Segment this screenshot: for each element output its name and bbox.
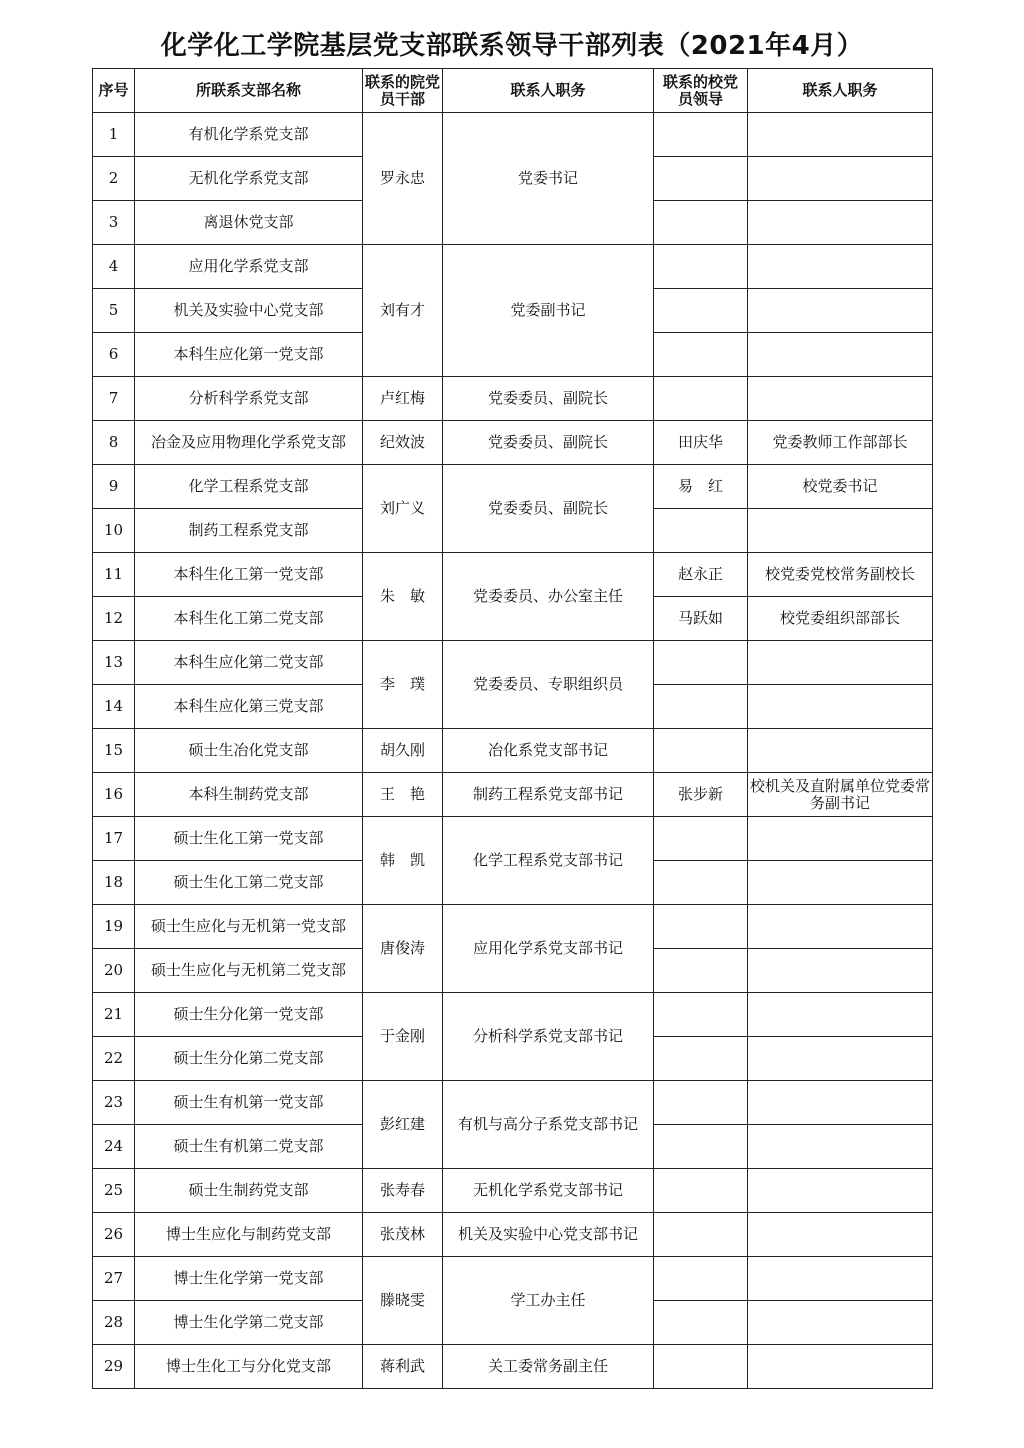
page-title: 化学化工学院基层党支部联系领导干部列表（2021年4月）: [160, 31, 864, 61]
branch-name: 冶金及应用物理化学系党支部: [135, 421, 363, 465]
leader-name: [654, 1037, 748, 1081]
branch-name: 应用化学系党支部: [135, 245, 363, 289]
leader-post: [748, 333, 933, 377]
branch-name: 本科生应化第三党支部: [135, 685, 363, 729]
leader-post: 党委教师工作部部长: [748, 421, 933, 465]
header-branch: 所联系支部名称: [135, 69, 363, 113]
leader-name: [654, 817, 748, 861]
leader-post: 校机关及直附属单位党委常务副书记: [748, 773, 933, 817]
cadre-post: 无机化学系党支部书记: [443, 1169, 654, 1213]
branch-name: 本科生应化第一党支部: [135, 333, 363, 377]
branch-name: 博士生应化与制药党支部: [135, 1213, 363, 1257]
leader-post: [748, 993, 933, 1037]
row-number: 25: [93, 1169, 135, 1213]
table-row: [93, 1257, 933, 1301]
row-number: 24: [93, 1125, 135, 1169]
leader-name: 田庆华: [654, 421, 748, 465]
table-header-row: [93, 69, 933, 113]
cadre-post: 机关及实验中心党支部书记: [443, 1213, 654, 1257]
branch-name: 硕士生分化第一党支部: [135, 993, 363, 1037]
leader-name: [654, 1081, 748, 1125]
branch-name: 本科生化工第二党支部: [135, 597, 363, 641]
leader-name: 张步新: [654, 773, 748, 817]
leader-name: [654, 1257, 748, 1301]
row-number: 8: [93, 421, 135, 465]
cadre-name: 张寿春: [363, 1169, 443, 1213]
branch-name: 制药工程系党支部: [135, 509, 363, 553]
table-row: [93, 1213, 933, 1257]
row-number: 19: [93, 905, 135, 949]
leader-name: [654, 993, 748, 1037]
header-cadre-post: 联系人职务: [443, 69, 654, 113]
leader-name: [654, 201, 748, 245]
leader-name: [654, 729, 748, 773]
cadre-post: 化学工程系党支部书记: [443, 817, 654, 905]
table-row: [93, 993, 933, 1037]
table-row: [93, 553, 933, 597]
leader-name: [654, 289, 748, 333]
table-row: [93, 773, 933, 817]
cadre-post: 制药工程系党支部书记: [443, 773, 654, 817]
table-row: [93, 245, 933, 289]
leader-name: [654, 1213, 748, 1257]
branch-name: 硕士生化工第一党支部: [135, 817, 363, 861]
branch-name: 有机化学系党支部: [135, 113, 363, 157]
table-row: [93, 641, 933, 685]
leader-post: [748, 949, 933, 993]
leader-post: [748, 1169, 933, 1213]
cadre-post: 冶化系党支部书记: [443, 729, 654, 773]
table-row: [93, 1081, 933, 1125]
leader-name: [654, 1345, 748, 1389]
table-row: [93, 113, 933, 157]
cadre-post: 党委委员、副院长: [443, 421, 654, 465]
leader-name: 赵永正: [654, 553, 748, 597]
cadre-name: 蒋利武: [363, 1345, 443, 1389]
row-number: 1: [93, 113, 135, 157]
branch-name: 硕士生应化与无机第一党支部: [135, 905, 363, 949]
branch-name: 离退休党支部: [135, 201, 363, 245]
cadre-post: 党委书记: [443, 113, 654, 245]
branch-name: 化学工程系党支部: [135, 465, 363, 509]
leader-name: [654, 509, 748, 553]
cadre-name: 李 璞: [363, 641, 443, 729]
row-number: 16: [93, 773, 135, 817]
row-number: 17: [93, 817, 135, 861]
branch-name: 本科生化工第一党支部: [135, 553, 363, 597]
leader-name: [654, 333, 748, 377]
row-number: 2: [93, 157, 135, 201]
row-number: 3: [93, 201, 135, 245]
branch-name: 分析科学系党支部: [135, 377, 363, 421]
leader-post: [748, 817, 933, 861]
cadre-post: 党委委员、专职组织员: [443, 641, 654, 729]
branch-name: 博士生化学第一党支部: [135, 1257, 363, 1301]
leader-name: [654, 245, 748, 289]
leader-post: 校党委组织部部长: [748, 597, 933, 641]
leader-post: [748, 861, 933, 905]
cadre-name: 罗永忠: [363, 113, 443, 245]
leader-post: [748, 685, 933, 729]
leader-post: [748, 1345, 933, 1389]
branch-name: 博士生化学第二党支部: [135, 1301, 363, 1345]
cadre-name: 刘有才: [363, 245, 443, 377]
leader-name: [654, 861, 748, 905]
row-number: 23: [93, 1081, 135, 1125]
cadre-name: 朱 敏: [363, 553, 443, 641]
leader-name: [654, 377, 748, 421]
cadre-name: 唐俊涛: [363, 905, 443, 993]
row-number: 29: [93, 1345, 135, 1389]
row-number: 12: [93, 597, 135, 641]
row-number: 11: [93, 553, 135, 597]
branch-name: 硕士生制药党支部: [135, 1169, 363, 1213]
cadre-name: 卢红梅: [363, 377, 443, 421]
row-number: 5: [93, 289, 135, 333]
cadre-post: 党委委员、办公室主任: [443, 553, 654, 641]
cadre-post: 应用化学系党支部书记: [443, 905, 654, 993]
leader-post: 校党委书记: [748, 465, 933, 509]
cadre-post: 学工办主任: [443, 1257, 654, 1345]
row-number: 7: [93, 377, 135, 421]
leader-name: 马跃如: [654, 597, 748, 641]
leader-post: [748, 1213, 933, 1257]
leader-name: [654, 685, 748, 729]
branch-name: 本科生制药党支部: [135, 773, 363, 817]
leader-post: [748, 245, 933, 289]
leader-post: [748, 201, 933, 245]
leader-post: [748, 905, 933, 949]
leader-post: [748, 289, 933, 333]
leader-name: [654, 157, 748, 201]
table-row: [93, 377, 933, 421]
cadre-name: 纪效波: [363, 421, 443, 465]
row-number: 18: [93, 861, 135, 905]
table-row: [93, 465, 933, 509]
row-number: 26: [93, 1213, 135, 1257]
header-leader-post: 联系人职务: [748, 69, 933, 113]
header-school-leader: 联系的校党员领导: [654, 69, 748, 113]
row-number: 22: [93, 1037, 135, 1081]
leader-post: 校党委党校常务副校长: [748, 553, 933, 597]
leader-post: [748, 157, 933, 201]
row-number: 6: [93, 333, 135, 377]
cadre-name: 张茂林: [363, 1213, 443, 1257]
cadre-post: 党委副书记: [443, 245, 654, 377]
table-row: [93, 729, 933, 773]
leader-post: [748, 509, 933, 553]
leader-name: [654, 1301, 748, 1345]
branch-name: 本科生应化第二党支部: [135, 641, 363, 685]
branch-name: 硕士生冶化党支部: [135, 729, 363, 773]
leader-name: [654, 1169, 748, 1213]
leader-name: [654, 641, 748, 685]
leader-post: [748, 1125, 933, 1169]
branch-name: 硕士生有机第一党支部: [135, 1081, 363, 1125]
row-number: 4: [93, 245, 135, 289]
branch-name: 机关及实验中心党支部: [135, 289, 363, 333]
row-number: 13: [93, 641, 135, 685]
leader-name: [654, 949, 748, 993]
cadre-post: 关工委常务副主任: [443, 1345, 654, 1389]
row-number: 10: [93, 509, 135, 553]
row-number: 20: [93, 949, 135, 993]
cadre-post: 分析科学系党支部书记: [443, 993, 654, 1081]
row-number: 9: [93, 465, 135, 509]
header-seq: 序号: [93, 69, 135, 113]
branch-name: 硕士生分化第二党支部: [135, 1037, 363, 1081]
cadre-name: 韩 凯: [363, 817, 443, 905]
leader-post: [748, 113, 933, 157]
branch-name: 无机化学系党支部: [135, 157, 363, 201]
leader-post: [748, 1037, 933, 1081]
cadre-post: 党委委员、副院长: [443, 377, 654, 421]
table-row: [93, 421, 933, 465]
table-row: [93, 1345, 933, 1389]
leader-name: [654, 905, 748, 949]
cadre-post: 有机与高分子系党支部书记: [443, 1081, 654, 1169]
table-row: [93, 1169, 933, 1213]
branch-name: 博士生化工与分化党支部: [135, 1345, 363, 1389]
cadre-name: 王 艳: [363, 773, 443, 817]
row-number: 28: [93, 1301, 135, 1345]
liaison-table: [92, 68, 933, 1389]
row-number: 21: [93, 993, 135, 1037]
leader-post: [748, 641, 933, 685]
header-college-cadre: 联系的院党员干部: [363, 69, 443, 113]
table-row: [93, 817, 933, 861]
row-number: 27: [93, 1257, 135, 1301]
leader-name: 易 红: [654, 465, 748, 509]
leader-post: [748, 377, 933, 421]
cadre-name: 彭红建: [363, 1081, 443, 1169]
branch-name: 硕士生化工第二党支部: [135, 861, 363, 905]
cadre-name: 滕晓雯: [363, 1257, 443, 1345]
leader-name: [654, 1125, 748, 1169]
cadre-name: 胡久刚: [363, 729, 443, 773]
cadre-name: 于金刚: [363, 993, 443, 1081]
leader-post: [748, 1257, 933, 1301]
row-number: 14: [93, 685, 135, 729]
cadre-name: 刘广义: [363, 465, 443, 553]
leader-post: [748, 1081, 933, 1125]
row-number: 15: [93, 729, 135, 773]
leader-name: [654, 113, 748, 157]
table-row: [93, 905, 933, 949]
branch-name: 硕士生有机第二党支部: [135, 1125, 363, 1169]
cadre-post: 党委委员、副院长: [443, 465, 654, 553]
leader-post: [748, 729, 933, 773]
leader-post: [748, 1301, 933, 1345]
branch-name: 硕士生应化与无机第二党支部: [135, 949, 363, 993]
